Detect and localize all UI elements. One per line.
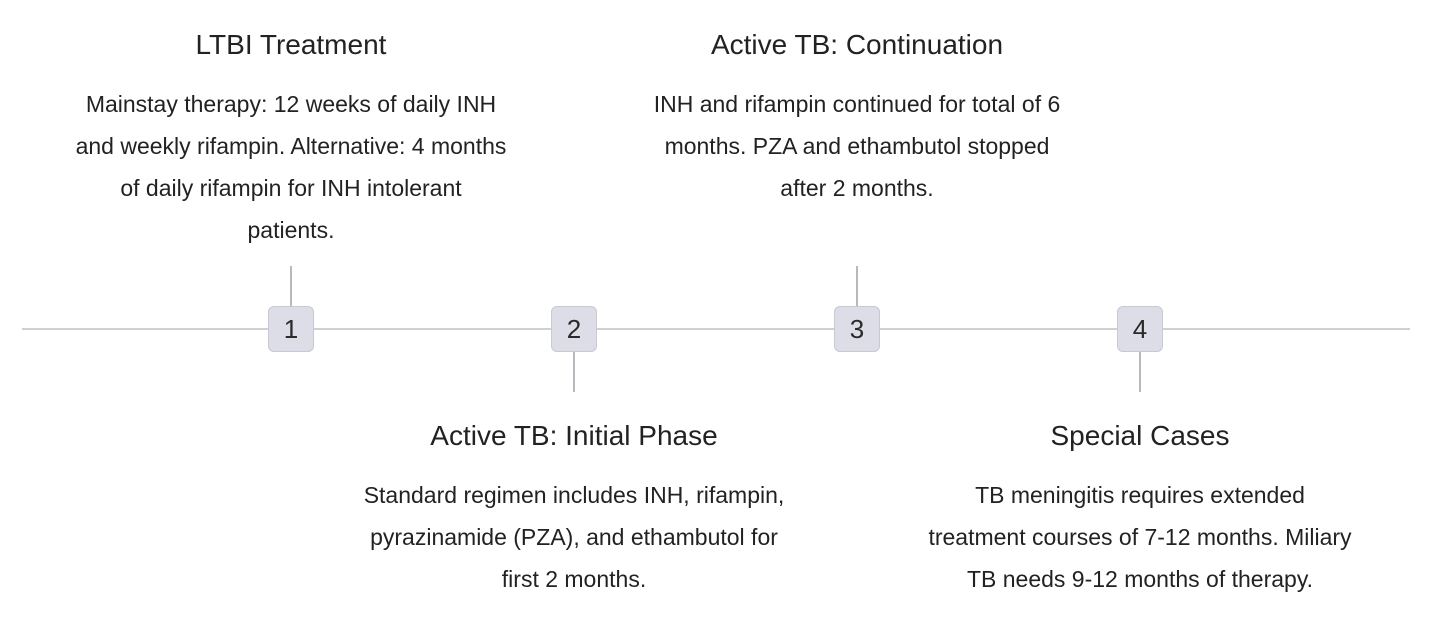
connector-4 (1139, 352, 1141, 392)
event-description-line: first 2 months. (501, 566, 647, 592)
timeline-marker-2: 2 (551, 306, 597, 352)
connector-3 (856, 266, 858, 306)
event-description-line: and weekly rifampin. Alternative: 4 months (75, 133, 507, 159)
connector-2 (573, 352, 575, 392)
timeline-marker-1: 1 (268, 306, 314, 352)
event-active-tb-initial-phase (304, 419, 844, 600)
event-description (304, 474, 844, 600)
event-special-cases (870, 419, 1410, 600)
event-description-line: TB needs 9-12 months of therapy. (966, 566, 1314, 592)
timeline-marker-3: 3 (834, 306, 880, 352)
event-description-line: Mainstay therapy: 12 weeks of daily INH (85, 91, 497, 117)
event-description-line: pyrazinamide (PZA), and ethambutol for (370, 524, 778, 550)
event-active-tb-continuation (587, 28, 1127, 209)
connector-1 (290, 266, 292, 306)
event-description-line: TB meningitis requires extended (975, 482, 1305, 508)
event-description (870, 474, 1410, 600)
event-title: Active TB: Initial Phase (430, 420, 718, 451)
event-description (587, 83, 1127, 209)
event-title: Active TB: Continuation (710, 29, 1004, 60)
event-description-line: months. PZA and ethambutol stopped (664, 133, 1050, 159)
event-description-line: patients. (247, 217, 335, 243)
timeline-marker-4: 4 (1117, 306, 1163, 352)
event-description-line: Standard regimen includes INH, rifampin, (363, 482, 785, 508)
event-description-line: treatment courses of 7-12 months. Miliary (928, 524, 1352, 550)
event-title: Special Cases (1050, 420, 1230, 451)
event-description (21, 83, 561, 251)
event-description-line: INH and rifampin continued for total of 6 (653, 91, 1061, 117)
event-description-line: of daily rifampin for INH intolerant (120, 175, 462, 201)
event-ltbi-treatment (21, 28, 561, 251)
timeline-axis (22, 328, 1410, 330)
event-description-line: after 2 months. (780, 175, 934, 201)
event-title: LTBI Treatment (195, 29, 387, 60)
